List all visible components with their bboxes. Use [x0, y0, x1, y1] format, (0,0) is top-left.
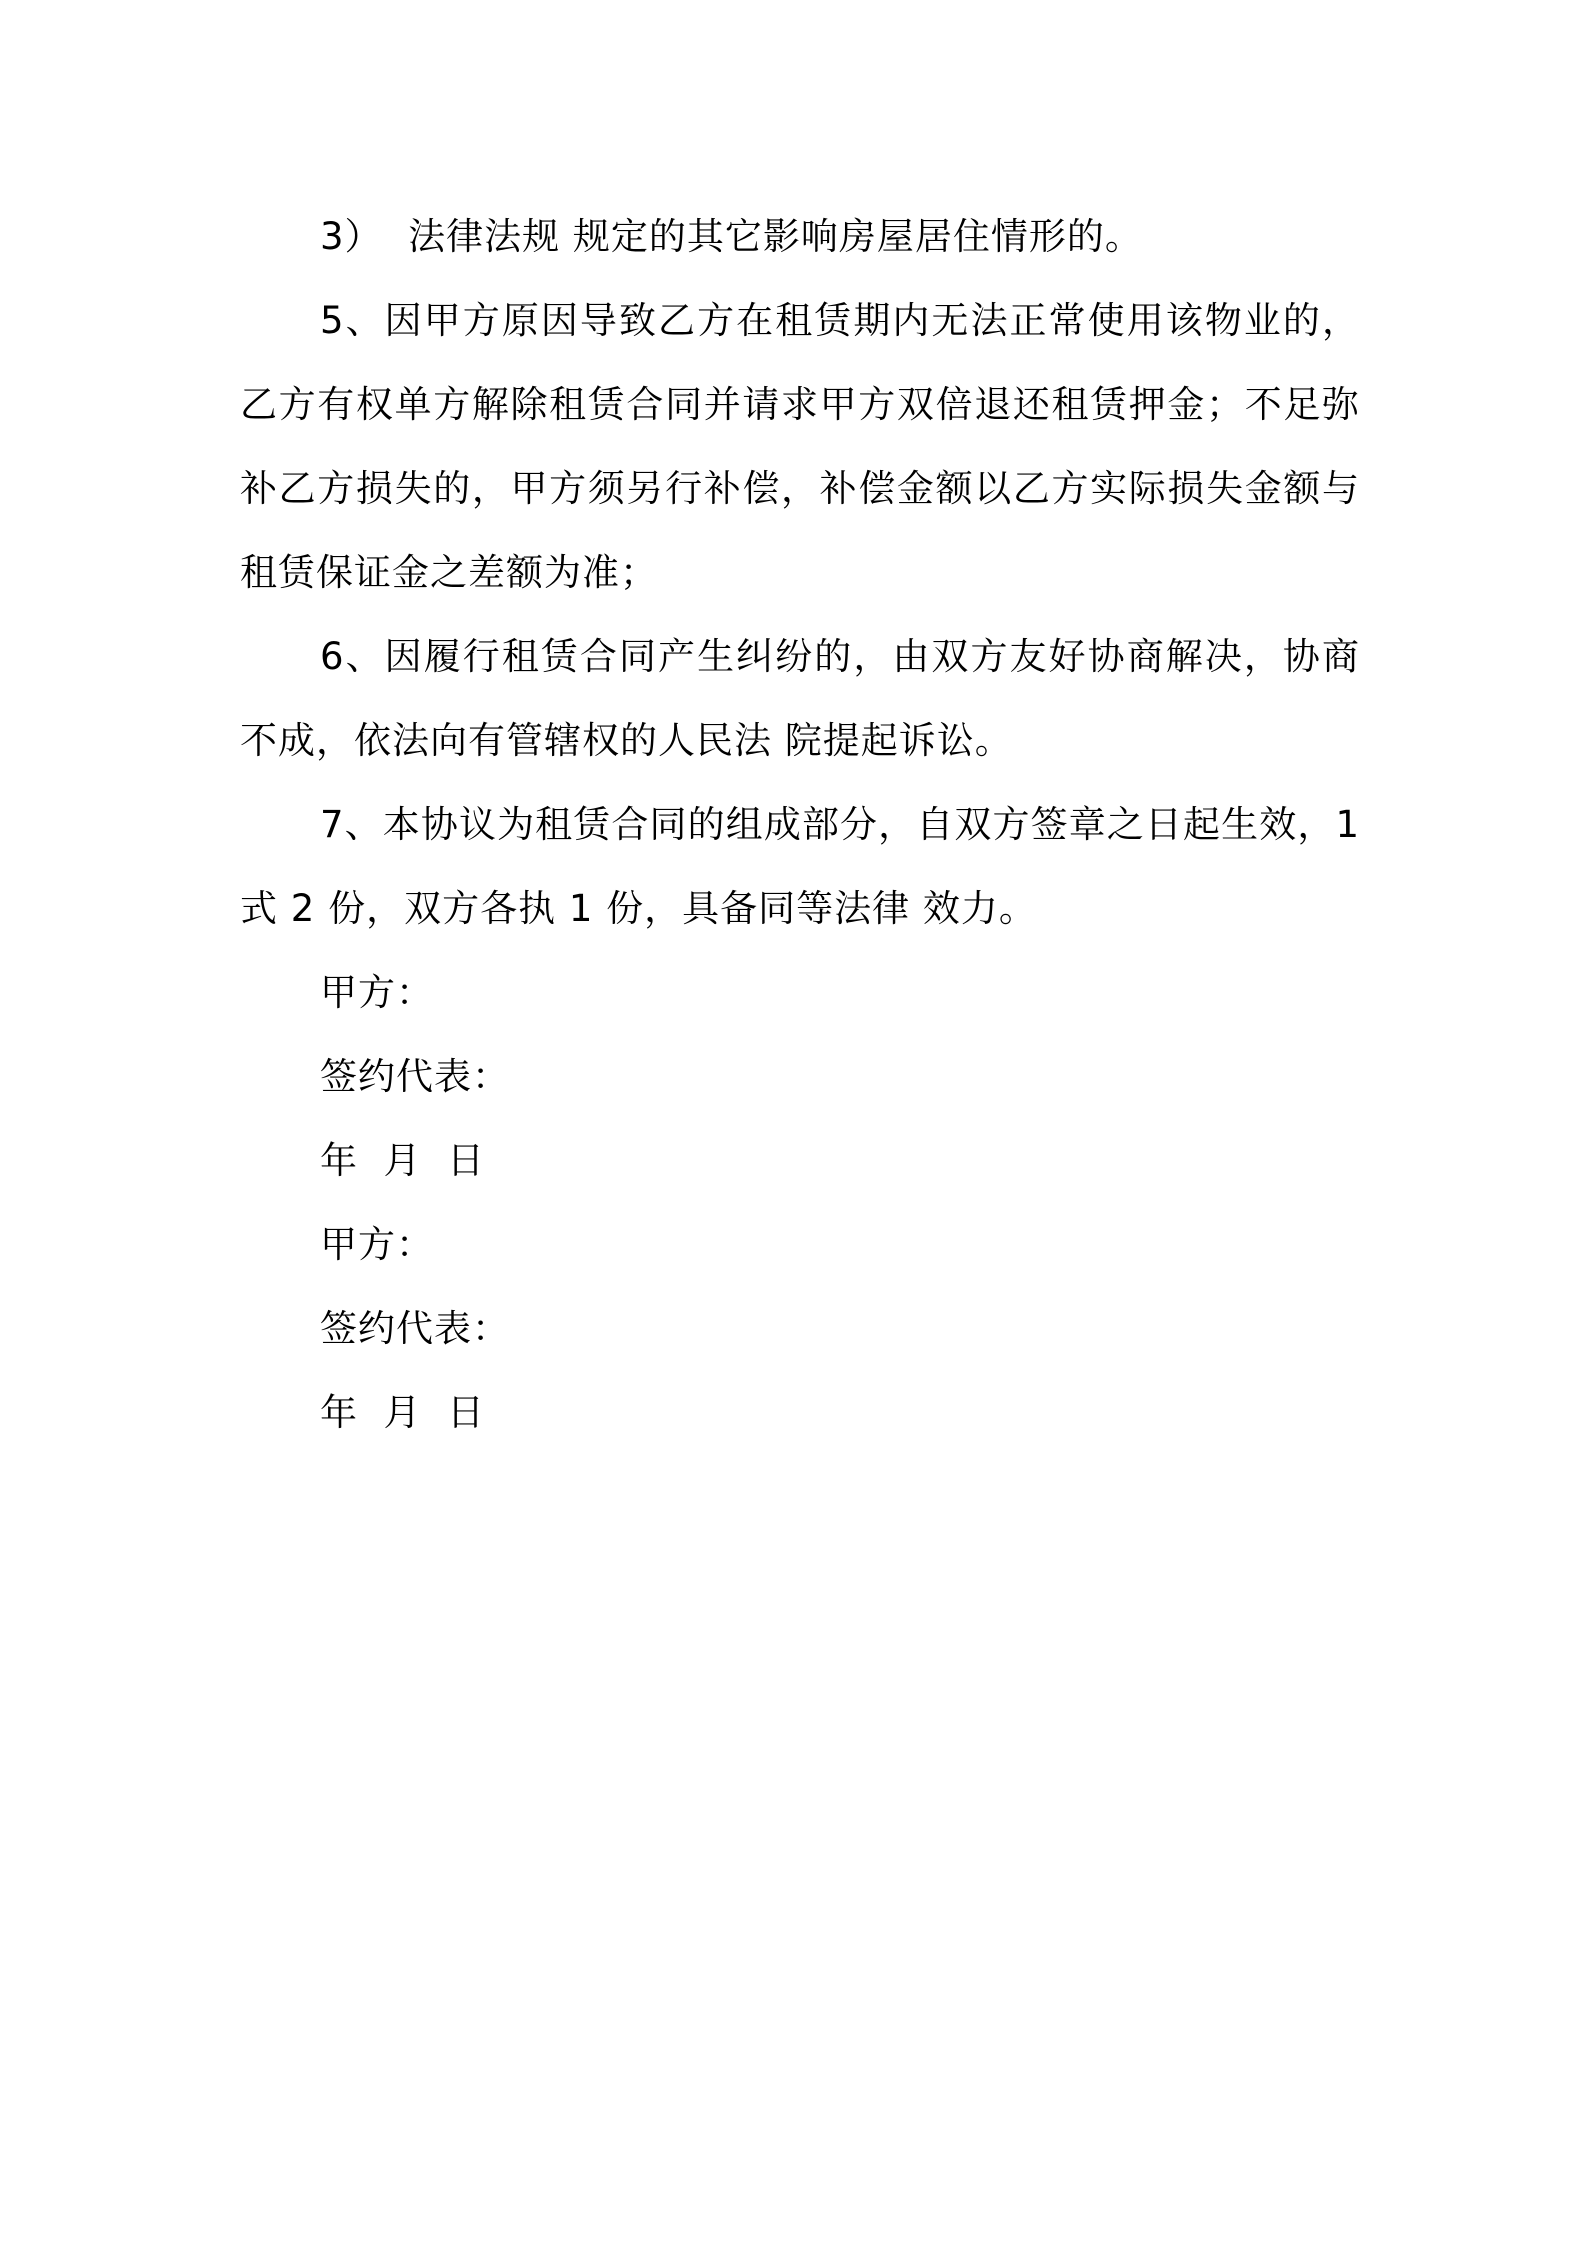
signature-block-1: [240, 951, 1360, 1203]
clause-5: 5、因甲方原因导致乙方在租赁期内无法正常使用该物业的，乙方有权单方解除租赁合同并请求甲方双倍退还租赁押金；不足弥补乙方损失的，甲方须另行补偿，补偿金额以乙方实际损失金额与租赁保证金之差额为准；: [240, 299, 1360, 594]
clause-6: 6、因履行租赁合同产生纠纷的，由双方友好协商解决，协商不成，依法向有管辖权的人民法 院提起诉讼。: [240, 635, 1360, 762]
party-a-label: 甲方：: [320, 971, 434, 1014]
document-body: [240, 195, 1373, 1455]
representative-label: 签约代表：: [320, 1307, 510, 1350]
date-label: 年 月 日: [320, 1391, 486, 1434]
representative-label: 签约代表：: [320, 1055, 510, 1098]
clause-7: 7、本协议为租赁合同的组成部分，自双方签章之日起生效，1 式 2 份，双方各执 1 份，具备同等法律 效力。: [240, 803, 1373, 930]
clause-3: 3） 法律法规 规定的其它影响房屋居住情形的。: [320, 215, 1143, 258]
party-a-label: 甲方：: [320, 1223, 434, 1266]
date-label: 年 月 日: [320, 1139, 486, 1182]
signature-block-2: [240, 1203, 1360, 1455]
